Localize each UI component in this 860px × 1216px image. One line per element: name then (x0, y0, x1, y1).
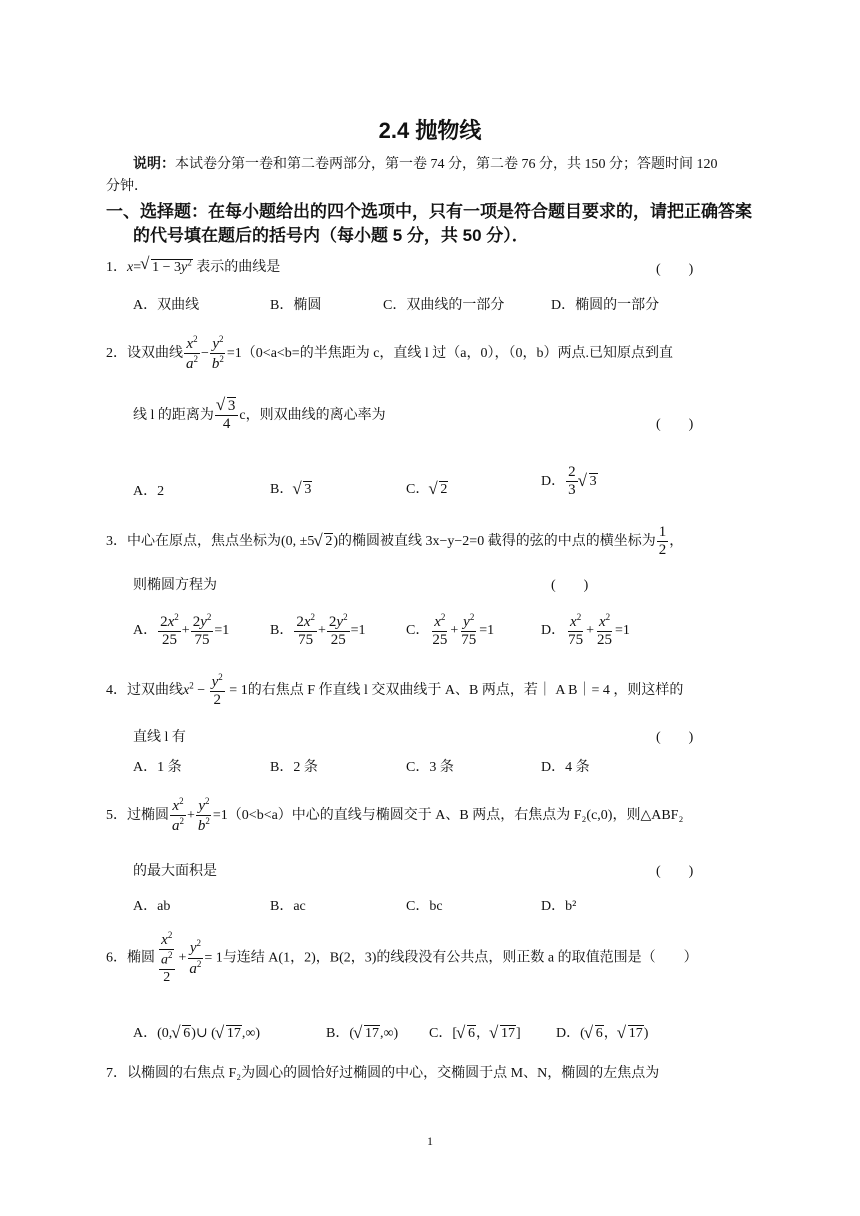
q4-option-c: C．3 条 (406, 760, 454, 775)
question-text: 过双曲线 (127, 682, 183, 698)
question-text: 线 l 的距离为 (133, 407, 214, 423)
answer-parentheses: ( ) (551, 578, 589, 593)
q5-option-c: C．bc (406, 899, 443, 914)
question-text: 与连结 A(1，2)，B(2，3)的线段没有公共点，则正数 a 的取值范围是（ ） (222, 950, 698, 966)
question-4-line-2: 直线 l 有 (133, 730, 186, 745)
answer-parentheses: ( ) (656, 417, 694, 432)
answer-parentheses: ( ) (656, 864, 694, 879)
note-line-1 (133, 153, 718, 173)
question-number: 2． (106, 345, 127, 361)
q6-option-b: B．(√ 17,∞) (326, 1022, 398, 1042)
q5-option-d: D．b² (541, 899, 577, 914)
q1-option-d: D．椭圆的一部分 (551, 298, 660, 313)
question-text: =1（0<b<a）中心的直线与椭圆交于 A、B 两点，右焦点为 F₂(c,0)，则△ABF₂ (212, 807, 684, 823)
fraction: √ $\frac{3}{4}$ (215, 398, 239, 434)
note-text: 本试卷分第一卷和第二卷两部分，第一卷 74 分，第二卷 76 分，共 150 分；答题时间 120 (175, 157, 718, 172)
fraction: $\frac{x^2}{a^2}$ (186, 334, 198, 373)
q2-option-a: A．2 (133, 484, 165, 499)
question-2-line-2 (133, 398, 386, 434)
question-number: 7． (106, 1066, 127, 1081)
question-text: 的右焦点 F 作直线 l 交双曲线于 A、B 两点，若｜ A B｜= 4 ，则这样的 (247, 682, 684, 698)
question-3-line-2: 则椭圆方程为 (133, 578, 217, 593)
q4-option-b: B．2 条 (270, 760, 318, 775)
q1-option-a: A．双曲线 (133, 298, 200, 313)
question-number: 6． (106, 950, 127, 966)
page-number: 1 (427, 1134, 433, 1148)
question-number: 3． (106, 533, 127, 549)
question-text: 表示的曲线是 (196, 260, 281, 275)
question-7 (106, 1062, 659, 1082)
question-text: 中心在原点，焦点坐标为(0, ±5 (127, 533, 315, 549)
fraction: $\frac{1}{2}$ (658, 524, 667, 559)
q5-option-b: B．ac (270, 899, 306, 914)
question-1: 1．x=√ $1 - 3y^2$ 表示的曲线是 (106, 256, 280, 276)
section-heading-line-1: 一、选择题：在每小题给出的四个选项中，只有一项是符合题目要求的，请把正确答案 (106, 202, 752, 221)
q3-option-d: D． $\frac{x^2}{75}$ + $\frac{x^2}{25}$ =1 (541, 612, 630, 649)
answer-parentheses: ( ) (656, 730, 694, 745)
question-number: 1． (106, 260, 127, 275)
q6-option-a: A．(0,√ 6)∪ (√ 17,∞) (133, 1022, 260, 1042)
q4-option-a: A．1 条 (133, 760, 182, 775)
fraction: $\frac{y^2}{b^2}$ (211, 334, 224, 373)
question-number: 4． (106, 682, 127, 698)
question-text: 设双曲线 (127, 345, 183, 361)
question-5-line-2: 的最大面积是 (133, 864, 217, 879)
q6-option-c: C．[√ 6，√ 17] (429, 1022, 521, 1042)
q6-option-d: D．(√ 6，√ 17) (556, 1022, 648, 1042)
q2-option-b: B．√ 3 (270, 478, 312, 498)
section-heading-line-2: 的代号填在题后的括号内（每小题 5 分，共 50 分）． (133, 226, 529, 245)
q1-option-c: C．双曲线的一部分 (383, 298, 505, 313)
q1-option-b: B．椭圆 (270, 298, 322, 313)
sqrt-expression: √ $1 - 3y^2$ (141, 257, 193, 276)
question-text: )的椭圆被直线 3x−y−2=0 截得的弦的中点的横坐标为 (333, 533, 656, 549)
question-number: 5． (106, 807, 127, 823)
q5-option-a: A．ab (133, 899, 171, 914)
question-text: =1（0<a<b=的半焦距为 c，直线 l 过（a，0），（0，b）两点.已知原点到直 (226, 345, 674, 361)
question-5: 5．过椭圆 $\frac{x^2}{a^2}$ + $\frac{y^2}{b^2}$ =1（0<b<a）中心的直线与椭圆交于 A、B 两点，右焦点为 F₂(c,0)，则△ABF₂ (106, 796, 684, 835)
question-6: 6．椭圆 $\frac{x^2}{\frac{a^2}{2}}$ + $\frac{y^2}{a^2}$ = 1与连结 A(1，2)，B(2，3)的线段没有公共点，则正数 a 的取值范围是（ ） (106, 930, 698, 985)
question-2: 2．设双曲线 $\frac{x^2}{a^2}$ − $\frac{y^2}{b^2}$ =1（0<a<b=的半焦距为 c，直线 l 过（a，0），（0，b）两点.已知原点到直 (106, 334, 674, 373)
q2-option-c: C．√ 2 (406, 478, 448, 498)
question-text: 以椭圆的右焦点 F₂为圆心的圆恰好过椭圆的中心，交椭圆于点 M、N，椭圆的左焦点为 (127, 1066, 660, 1081)
answer-parentheses: ( ) (656, 262, 694, 277)
question-text: c，则双曲线的离心率为 (239, 407, 386, 423)
q3-option-b: B． $\frac{2x^2}{75}$ + $\frac{2y^2}{25}$ =1 (270, 612, 366, 649)
question-3: 3．中心在原点，焦点坐标为(0, ±5√ 2)的椭圆被直线 3x−y−2=0 截得的弦的中点的横坐标为 $\frac{1}{2}$ ， (106, 524, 683, 560)
question-text: 过椭圆 (127, 807, 169, 823)
q4-option-d: D．4 条 (541, 760, 590, 775)
q3-option-c: C． $\frac{x^2}{25}$ + $\frac{y^2}{75}$ =1 (406, 612, 495, 649)
page-title: 2.4 抛物线 (378, 118, 482, 143)
q2-option-d: D． $\frac{2}{3}$ √ 3 (541, 464, 598, 500)
question-text: 椭圆 (127, 950, 155, 966)
note-line-2: 分钟． (106, 179, 148, 194)
question-4: 4．过双曲线$x^2$ − $\frac{y^2}{2}$ = 1的右焦点 F 作直线 l 交双曲线于 A、B 两点，若｜ A B｜= 4 ，则这样的 (106, 672, 684, 709)
note-label: 说明： (133, 157, 175, 172)
q3-option-a: A． $\frac{2x^2}{25}$ + $\frac{2y^2}{75}$ =1 (133, 612, 230, 649)
